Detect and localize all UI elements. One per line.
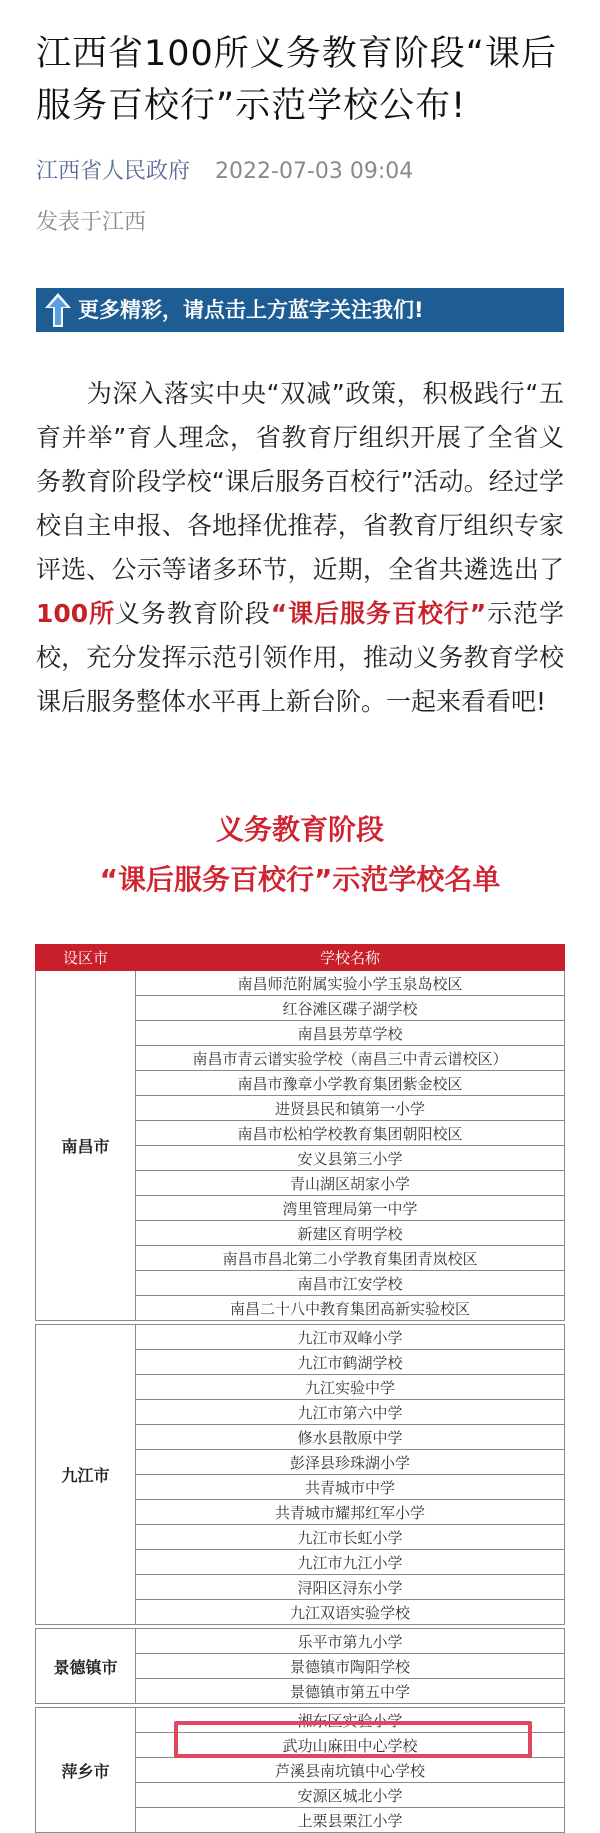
para-text-2: 义务教育阶段	[115, 599, 271, 628]
school-cell: 九江市鹤湖学校	[136, 1350, 565, 1375]
school-cell: 九江双语实验学校	[136, 1600, 565, 1625]
table-body	[36, 971, 565, 1833]
city-cell: 萍乡市	[36, 1708, 136, 1833]
school-cell: 南昌市松柏学校教育集团朝阳校区	[136, 1121, 565, 1146]
school-list-table	[35, 944, 565, 1833]
school-cell: 彭泽县珍珠湖小学	[136, 1450, 565, 1475]
school-cell: 景德镇市陶阳学校	[136, 1654, 565, 1679]
city-cell: 九江市	[36, 1325, 136, 1625]
school-cell: 安义县第三小学	[136, 1146, 565, 1171]
header-school: 学校名称	[136, 945, 565, 971]
school-cell: 新建区育明学校	[136, 1221, 565, 1246]
school-cell: 南昌市豫章小学教育集团紫金校区	[136, 1071, 565, 1096]
school-cell: 武功山麻田中心学校	[136, 1733, 565, 1758]
table-row	[36, 971, 565, 996]
highlight-box	[174, 1721, 532, 1758]
school-cell: 九江市第六中学	[136, 1400, 565, 1425]
school-cell: 湾里管理局第一中学	[136, 1196, 565, 1221]
intro-paragraph	[36, 372, 564, 724]
school-cell: 景德镇市第五中学	[136, 1679, 565, 1704]
arrow-up-icon	[44, 292, 72, 328]
city-cell: 南昌市	[36, 971, 136, 1321]
school-cell: 南昌师范附属实验小学玉泉岛校区	[136, 971, 565, 996]
publish-location: 发表于江西	[36, 210, 147, 235]
table-header-row	[36, 945, 565, 971]
school-cell: 进贤县民和镇第一小学	[136, 1096, 565, 1121]
school-cell: 共青城市中学	[136, 1475, 565, 1500]
school-cell: 红谷滩区碟子湖学校	[136, 996, 565, 1021]
school-cell: 九江市九江小学	[136, 1550, 565, 1575]
school-cell: 南昌市江安学校	[136, 1271, 565, 1296]
header-city: 设区市	[36, 945, 136, 971]
table-row	[36, 1629, 565, 1654]
para-highlight-count: 100所	[36, 599, 116, 628]
list-title-line2: “课后服务百校行”示范学校名单	[99, 863, 501, 896]
para-text-3: 示范学校，充分发挥示范引领作用，推动义务教育学校课后服务整体水平再上新台阶。一起来看看吧!	[36, 599, 564, 716]
school-cell: 九江市长虹小学	[136, 1525, 565, 1550]
article-meta	[36, 154, 413, 185]
source-link[interactable]: 江西省人民政府	[36, 159, 191, 184]
article-title: 江西省100所义务教育阶段“课后服务百校行”示范学校公布!	[36, 34, 557, 126]
school-cell: 共青城市耀邦红军小学	[136, 1500, 565, 1525]
school-cell: 南昌二十八中教育集团高新实验校区	[136, 1296, 565, 1321]
school-cell: 九江市双峰小学	[136, 1325, 565, 1350]
banner-text: 更多精彩，请点击上方蓝字关注我们!	[78, 298, 424, 322]
school-cell: 南昌市青云谱实验学校（南昌三中青云谱校区）	[136, 1046, 565, 1071]
school-cell: 湘东区实验小学	[136, 1708, 565, 1733]
city-cell: 景德镇市	[36, 1629, 136, 1704]
table-row	[36, 1325, 565, 1350]
school-cell: 乐平市第九小学	[136, 1629, 565, 1654]
school-cell: 九江实验中学	[136, 1375, 565, 1400]
school-cell: 芦溪县南坑镇中心学校	[136, 1758, 565, 1783]
school-cell: 南昌县芳草学校	[136, 1021, 565, 1046]
school-cell: 南昌市昌北第二小学教育集团青岚校区	[136, 1246, 565, 1271]
publish-time: 2022-07-03 09:04	[215, 159, 414, 184]
para-text-1: 为深入落实中央“双减”政策，积极践行“五育并举”育人理念，省教育厅组织开展了全省义务教育阶段学校“课后服务百校行”活动。经过学校自主申报、各地择优推荐，省教育厅组织专家评选、公示等诸多环节，近期，全省共遴选出了	[36, 379, 564, 584]
school-cell: 上栗县栗江小学	[136, 1808, 565, 1833]
para-highlight-activity: “课后服务百校行”	[270, 599, 487, 628]
school-cell: 安源区城北小学	[136, 1783, 565, 1808]
school-cell: 青山湖区胡家小学	[136, 1171, 565, 1196]
list-title-line1: 义务教育阶段	[215, 813, 384, 846]
school-cell: 浔阳区浔东小学	[136, 1575, 565, 1600]
follow-banner[interactable]	[36, 288, 564, 332]
school-cell: 修水县散原中学	[136, 1425, 565, 1450]
